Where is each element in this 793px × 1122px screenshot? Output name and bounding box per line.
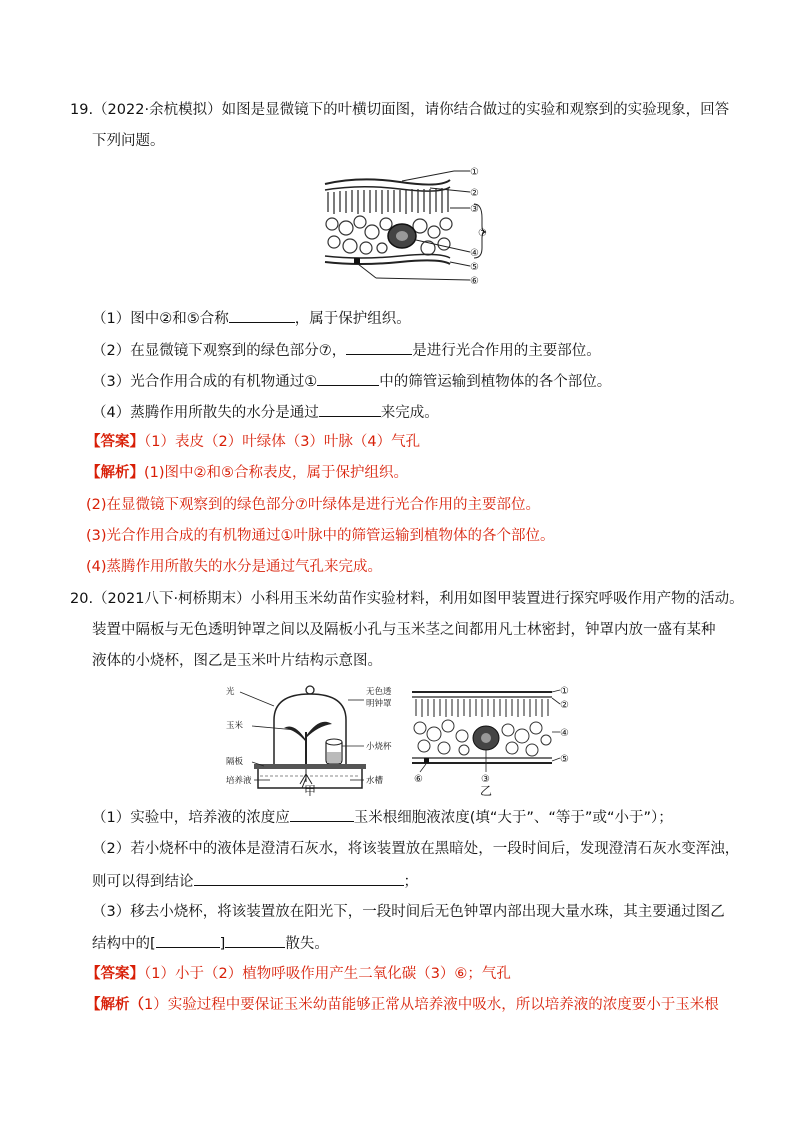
jia-label-light: 光 bbox=[226, 687, 235, 697]
q19-sub4: （4）蒸腾作用所散失的水分是通过 来完成。 bbox=[92, 401, 439, 423]
q19-answer: 【答案】（1）表皮（2）叶绿体（3）叶脉（4）气孔 bbox=[86, 434, 421, 450]
q20-stem-line1: 20.（2021八下·柯桥期末）小科用玉米幼苗作实验材料，利用如图甲装置进行探究呼吸作用产物的活动。 bbox=[70, 591, 744, 607]
q19-leaf-cross-section-figure bbox=[320, 162, 490, 290]
q20-apparatus-figure-jia bbox=[224, 682, 400, 796]
yi-label-1: ① bbox=[560, 686, 569, 697]
q19-fig-label-4: ④ bbox=[470, 248, 479, 259]
jia-label-bell-2: 明钟罩 bbox=[366, 699, 392, 709]
q20-blank-3[interactable] bbox=[156, 932, 220, 948]
q19-blank-4[interactable] bbox=[319, 401, 381, 417]
q19-fig-label-5: ⑤ bbox=[470, 262, 479, 273]
yi-label-4: ④ bbox=[560, 728, 569, 739]
q19-analysis-line3: (3)光合作用合成的有机物通过①叶脉中的筛管运输到植物体的各个部位。 bbox=[86, 528, 555, 544]
yi-label-6: ⑥ bbox=[414, 774, 423, 785]
q20-leaf-structure-figure-yi bbox=[408, 684, 572, 796]
q19-analysis-line2: (2)在显微镜下观察到的绿色部分⑦叶绿体是进行光合作用的主要部位。 bbox=[86, 497, 541, 513]
q19-analysis-line4: (4)蒸腾作用所散失的水分是通过气孔来完成。 bbox=[86, 559, 383, 575]
q19-blank-3[interactable] bbox=[317, 370, 379, 386]
q19-stem-line1: 19.（2022·余杭模拟）如图是显微镜下的叶横切面图，请你结合做过的实验和观察到的实验现象，回答 bbox=[70, 102, 730, 118]
q19-blank-1[interactable] bbox=[229, 307, 295, 323]
q19-stem-line2: 下列问题。 bbox=[92, 133, 165, 149]
q20-blank-2[interactable] bbox=[194, 870, 404, 886]
jia-label-board: 隔板 bbox=[226, 757, 244, 767]
q20-answer: 【答案】（1）小于（2）植物呼吸作用产生二氧化碳（3）⑥；气孔 bbox=[86, 966, 511, 982]
q20-sub2-line2: 则可以得到结论 ； bbox=[92, 870, 418, 892]
q19-fig-label-6: ⑥ bbox=[470, 276, 479, 287]
yi-label-2: ② bbox=[560, 700, 569, 711]
yi-label-3: ③ bbox=[481, 774, 490, 785]
q19-sub2: （2）在显微镜下观察到的绿色部分⑦， 是进行光合作用的主要部位。 bbox=[92, 339, 601, 361]
q19-fig-label-2: ② bbox=[470, 188, 479, 199]
q20-stem-line2: 装置中隔板与无色透明钟罩之间以及隔板小孔与玉米茎之间都用凡士林密封，钟罩内放一盛有某种 bbox=[92, 622, 716, 638]
q20-blank-4[interactable] bbox=[225, 932, 285, 948]
q19-fig-label-7: ⑦ bbox=[478, 228, 487, 239]
q19-sub1: （1）图中②和⑤合称 ，属于保护组织。 bbox=[92, 307, 411, 329]
q19-sub3: （3）光合作用合成的有机物通过① 中的筛管运输到植物体的各个部位。 bbox=[92, 370, 611, 392]
q19-blank-2[interactable] bbox=[346, 339, 412, 355]
jia-label-tank: 水槽 bbox=[366, 776, 384, 786]
jia-caption: 甲 bbox=[304, 784, 317, 796]
jia-label-beaker: 小烧杯 bbox=[366, 742, 392, 752]
q19-fig-label-3: ③ bbox=[470, 204, 479, 215]
q20-sub3-line2: 结构中的[ ] 散失。 bbox=[92, 932, 329, 954]
q20-sub3-line1: （3）移去小烧杯，将该装置放在阳光下，一段时间后无色钟罩内部出现大量水珠，其主要通过图乙 bbox=[92, 904, 725, 920]
q20-blank-1[interactable] bbox=[290, 806, 354, 822]
q19-analysis-line1: 【解析】(1)图中②和⑤合称表皮，属于保护组织。 bbox=[86, 465, 409, 481]
yi-caption: 乙 bbox=[480, 784, 493, 796]
jia-label-bell-1: 无色透 bbox=[366, 687, 392, 697]
yi-label-5: ⑤ bbox=[560, 754, 569, 765]
jia-label-liquid: 培养液 bbox=[226, 776, 252, 786]
q20-stem-line3: 液体的小烧杯，图乙是玉米叶片结构示意图。 bbox=[92, 653, 382, 669]
q19-fig-label-1: ① bbox=[470, 167, 479, 178]
q20-analysis-line1: 【解析（1）实验过程中要保证玉米幼苗能够正常从培养液中吸水，所以培养液的浓度要小于玉米根 bbox=[86, 997, 719, 1013]
q20-sub1: （1）实验中，培养液的浓度应 玉米根细胞液浓度(填“大于”、“等于”或“小于”）； bbox=[92, 806, 673, 828]
q20-sub2-line1: （2）若小烧杯中的液体是澄清石灰水，将该装置放在黑暗处，一段时间后，发现澄清石灰水变浑浊， bbox=[92, 841, 740, 857]
jia-label-corn: 玉米 bbox=[226, 721, 244, 731]
